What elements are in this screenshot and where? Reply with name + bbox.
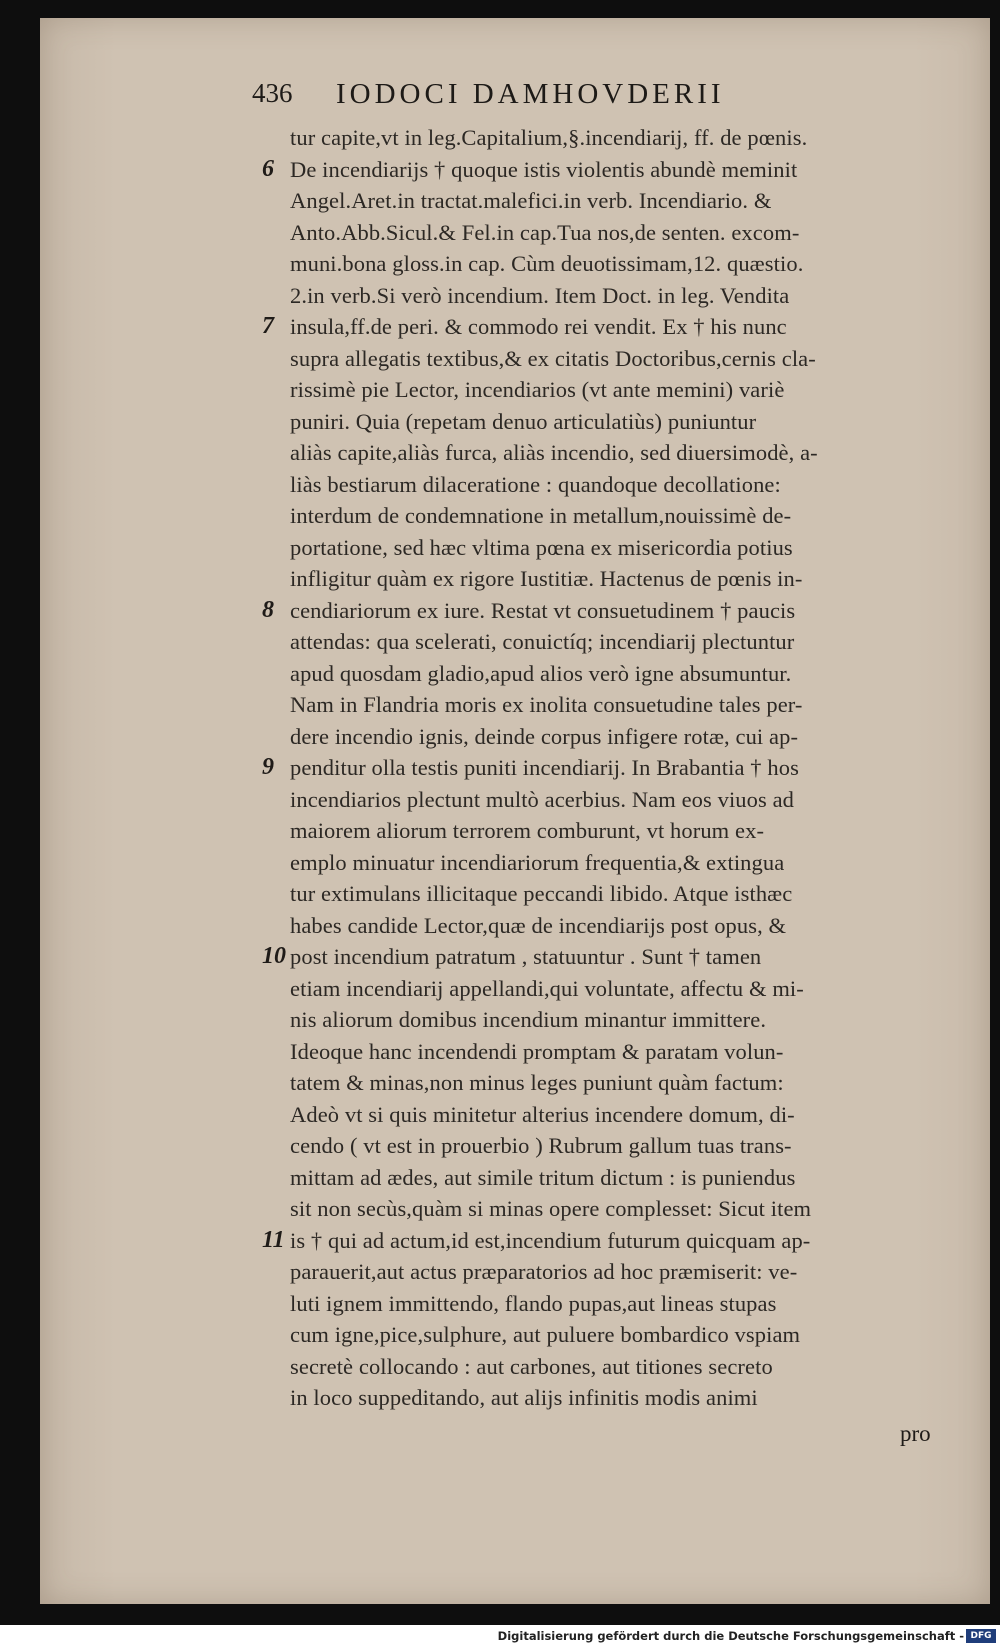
line-text: Angel.Aret.in tractat.malefici.in verb. Incendiario. & <box>290 188 772 213</box>
line-text: tatem & minas,non minus leges puniunt quàm factum: <box>290 1070 784 1095</box>
catchword: pro <box>900 1421 931 1446</box>
line-text: luti ignem immittendo, flando pupas,aut lineas stupas <box>290 1290 777 1316</box>
line-text: apud quosdam gladio,apud alios verò igne absumuntur. <box>290 660 792 686</box>
marginal-number: 7 <box>262 313 274 339</box>
footer-bar <box>0 1625 1000 1648</box>
text-line <box>250 1319 970 1351</box>
page-number: 436 <box>252 78 293 108</box>
text-line <box>250 343 970 375</box>
line-text: cendiariorum ex iure. Restat vt consuetudinem † paucis <box>290 597 796 623</box>
text-line <box>250 689 970 721</box>
line-text: habes candide Lector,quæ de incendiarijs post opus, & <box>290 912 787 938</box>
line-text: cum igne,pice,sulphure, aut puluere bombardico vspiam <box>290 1322 801 1347</box>
line-text: De incendiarijs † quoque istis violentis abundè meminit <box>290 156 798 182</box>
line-text: liàs bestiarum dilaceratione : quandoque decollatione: <box>290 471 781 497</box>
line-text: is † qui ad actum,id est,incendium futurum quicquam ap- <box>290 1227 811 1253</box>
line-text: dere incendio ignis, deinde corpus infigere rotæ, cui ap- <box>290 723 799 749</box>
text-line <box>250 847 970 879</box>
text-line <box>250 185 970 217</box>
marginal-number: 11 <box>262 1226 285 1253</box>
marginal-number: 9 <box>262 754 274 780</box>
line-text: in loco suppeditando, aut alijs infinitis modis animi <box>290 1385 758 1410</box>
text-line <box>250 437 970 469</box>
text-line <box>250 280 970 312</box>
text-line <box>250 721 970 753</box>
line-text: supra allegatis textibus,& ex citatis Doctoribus,cernis cla- <box>290 345 816 371</box>
text-line <box>250 1193 970 1225</box>
text-line <box>250 752 970 784</box>
line-text: mittam ad ædes, aut simile tritum dictum : is puniendus <box>290 1164 796 1190</box>
text-line <box>250 217 970 249</box>
dfg-logo: DFG <box>966 1629 996 1643</box>
line-text: muni.bona gloss.in cap. Cùm deuotissimam,12. quæstio. <box>290 251 804 276</box>
line-text: secretè collocando : aut carbones, aut titiones secreto <box>290 1353 773 1379</box>
text-line <box>250 1225 970 1257</box>
text-line <box>250 1004 970 1036</box>
line-text: Nam in Flandria moris ex inolita consuetudine tales per- <box>290 692 803 717</box>
line-text: sit non secùs,quàm si minas opere complesset: Sicut item <box>290 1196 812 1221</box>
marginal-number: 8 <box>262 596 274 623</box>
text-line <box>250 973 970 1005</box>
line-text: Adeò vt si quis minitetur alterius incendere domum, di- <box>290 1101 795 1127</box>
line-text: etiam incendiarij appellandi,qui voluntate, affectu & mi- <box>290 975 804 1001</box>
line-text: nis aliorum domibus incendium minantur immittere. <box>290 1007 767 1032</box>
text-line <box>250 1099 970 1131</box>
line-text: interdum de condemnatione in metallum,nouissimè de- <box>290 503 792 528</box>
text-line <box>250 563 970 595</box>
text-line <box>250 406 970 438</box>
line-text: attendas: qua scelerati, conuictíq; incendiarij plectuntur <box>290 629 795 654</box>
text-line <box>250 658 970 690</box>
text-line <box>250 532 970 564</box>
marginal-number: 10 <box>262 943 286 969</box>
text-line <box>250 941 970 973</box>
text-line <box>250 154 970 186</box>
text-line <box>250 595 970 627</box>
line-text: portatione, sed hæc vltima pœna ex misericordia potius <box>290 534 793 560</box>
funding-credit: Digitalisierung gefördert durch die Deutsche Forschungsgemeinschaft - <box>497 1629 964 1643</box>
text-line <box>250 815 970 847</box>
line-text: cendo ( vt est in prouerbio ) Rubrum gallum tuas trans- <box>290 1133 792 1158</box>
page-header <box>252 78 892 120</box>
marginal-number: 6 <box>262 155 274 182</box>
line-text: parauerit,aut actus præparatorios ad hoc præmiserit: ve- <box>290 1259 798 1284</box>
text-line <box>250 784 970 816</box>
line-text: rissimè pie Lector, incendiarios (vt ante memini) variè <box>290 377 785 402</box>
text-line <box>250 122 970 154</box>
text-line <box>250 1288 970 1320</box>
text-line <box>250 1351 970 1383</box>
line-text: incendiarios plectunt multò acerbius. Nam eos viuos ad <box>290 786 795 812</box>
text-line <box>250 626 970 658</box>
line-text: tur extimulans illicitaque peccandi libido. Atque isthæc <box>290 881 793 906</box>
text-line <box>250 1036 970 1068</box>
text-line <box>250 500 970 532</box>
text-line <box>250 1256 970 1288</box>
text-line <box>250 1382 970 1414</box>
text-line <box>250 248 970 280</box>
line-text: emplo minuatur incendiariorum frequentia,& extingua <box>290 849 785 875</box>
line-text: Ideoque hanc incendendi promptam & paratam volun- <box>290 1038 784 1064</box>
text-line <box>250 878 970 910</box>
line-text: post incendium patratum , statuuntur . Sunt † tamen <box>290 944 762 969</box>
running-head: IODOCI DAMHOVDERII <box>336 78 725 110</box>
line-text: tur capite,vt in leg.Capitalium,§.incendiarij, ff. de pœnis. <box>290 125 808 150</box>
line-text: maiorem aliorum terrorem comburunt, vt horum ex- <box>290 818 765 843</box>
text-line <box>250 469 970 501</box>
line-text: penditur olla testis puniti incendiarij. In Brabantia † hos <box>290 755 799 780</box>
line-text: aliàs capite,aliàs furca, aliàs incendio, sed diuersimodè, a- <box>290 440 818 465</box>
line-text: Anto.Abb.Sicul.& Fel.in cap.Tua nos,de senten. excom- <box>290 219 800 245</box>
text-line <box>250 1130 970 1162</box>
line-text: insula,ff.de peri. & commodo rei vendit. Ex † his nunc <box>290 314 787 339</box>
line-text: 2.in verb.Si verò incendium. Item Doct. in leg. Vendita <box>290 282 790 308</box>
text-line <box>250 910 970 942</box>
line-text: infligitur quàm ex rigore Iustitiæ. Hactenus de pœnis in- <box>290 566 803 591</box>
text-line <box>250 1067 970 1099</box>
text-line <box>250 1162 970 1194</box>
line-text: puniri. Quia (repetam denuo articulatiùs) puniuntur <box>290 408 757 434</box>
text-line <box>250 311 970 343</box>
body-text <box>250 122 970 1414</box>
text-line <box>250 374 970 406</box>
